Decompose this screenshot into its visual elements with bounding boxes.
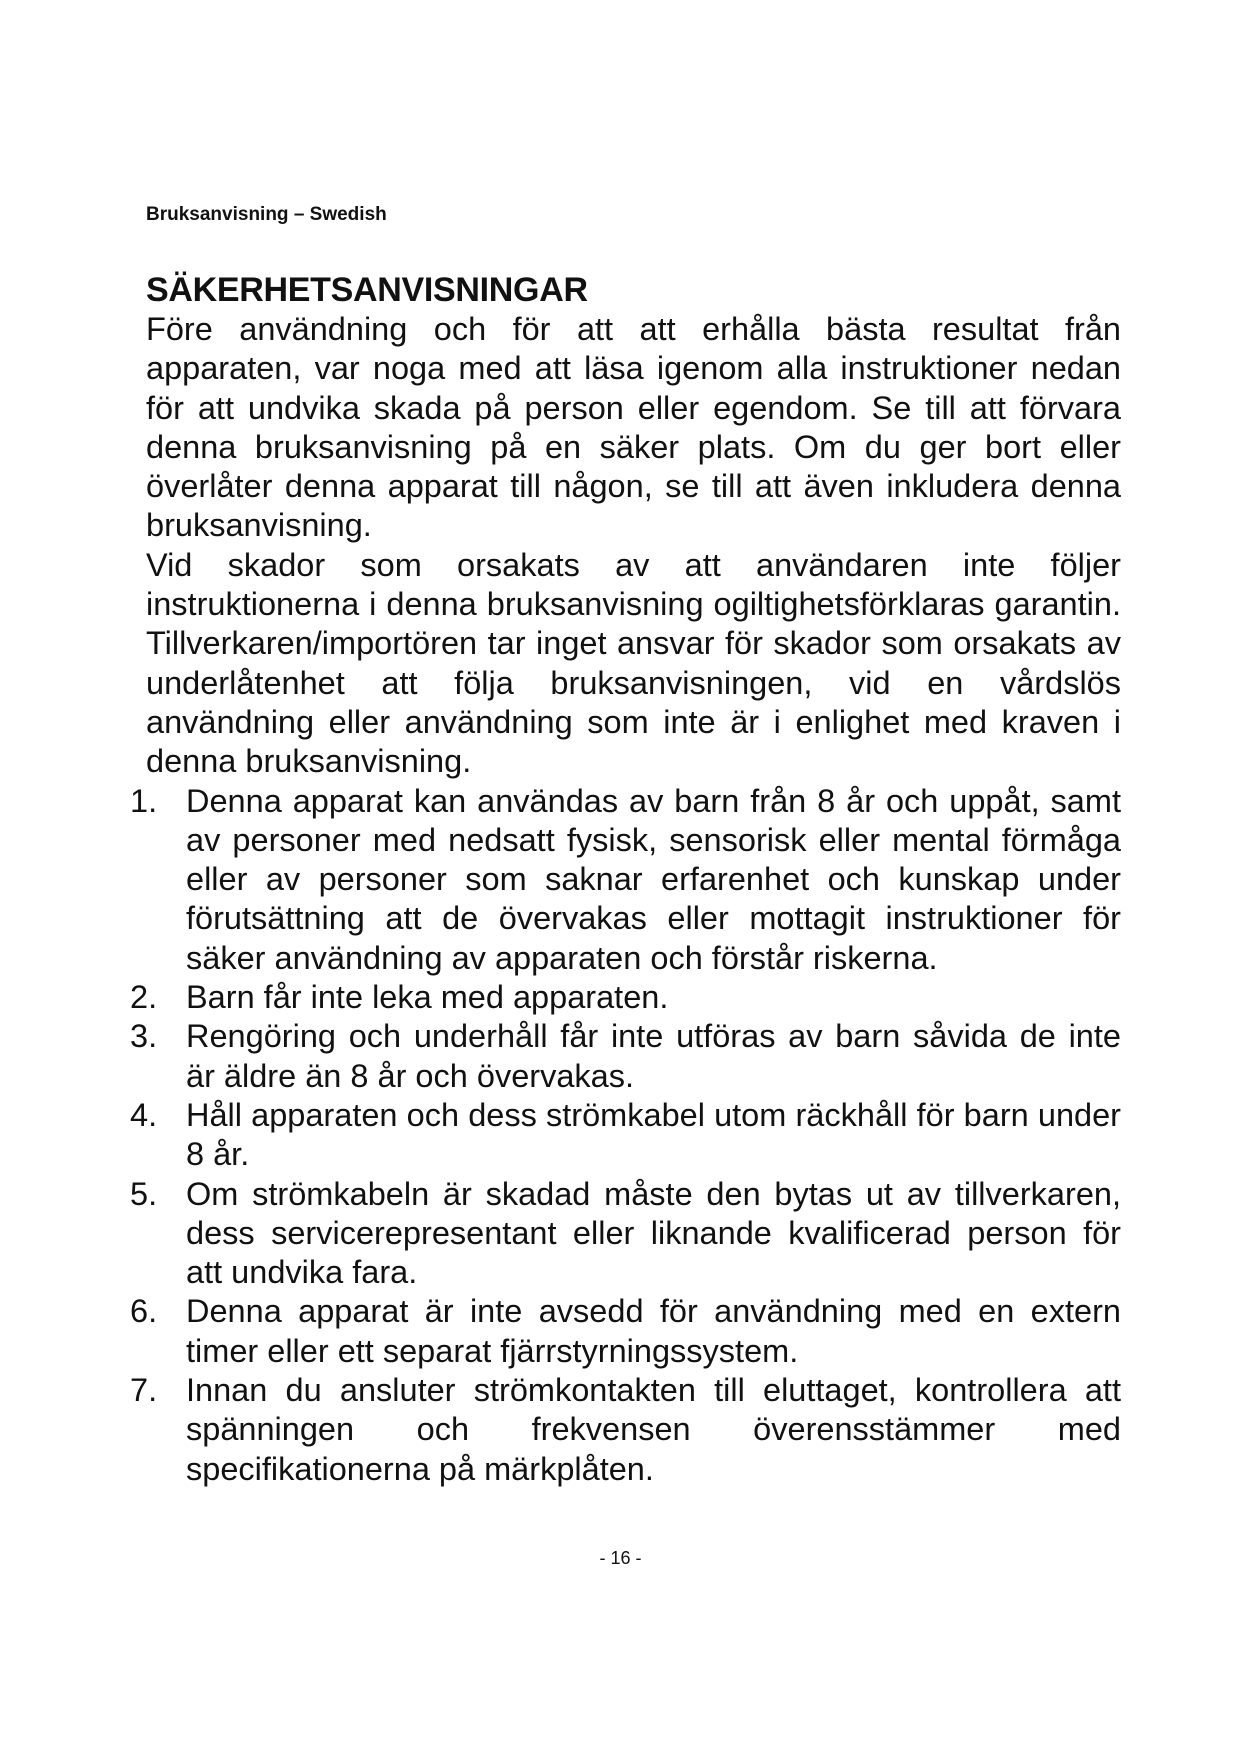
warranty-paragraph: Vid skador som orsakats av att användaren inte följer instruktionerna i denna bruksanvisning ogiltighetsförklaras garantin. Tillverkaren/importören tar inget ansvar för skador som orsakats av underlåtenhet att följa bruksanvisningen, vid en vårdslös användning eller användning som inte är i enlighet med kraven i denna bruksanvisning. [146, 546, 1121, 780]
list-item-number: 2. [130, 979, 158, 1016]
list-item-number: 3. [130, 1018, 158, 1055]
list-item-number: 5. [130, 1175, 158, 1212]
list-item-text: Denna apparat kan användas av barn från 8 år och uppåt, samt av personer med nedsatt fysisk, sensorisk eller mental förmåga eller av personer som saknar erfarenhet och kunskap under förutsättning att de övervakas eller mottagit instruktioner för säker användning av apparaten och förstår riskerna. [186, 782, 1121, 976]
list-item-text: Denna apparat är inte avsedd för användning med en extern timer eller ett separat fjärrstyrningssystem. [186, 1293, 1121, 1369]
list-item [130, 1096, 1121, 1175]
list-item-text: Rengöring och underhåll får inte utföras av barn såvida de inte är äldre än 8 år och övervakas. [186, 1018, 1121, 1094]
section-title: SÄKERHETSANVISNINGAR [146, 271, 588, 309]
list-item-text: Håll apparaten och dess strömkabel utom räckhåll för barn under 8 år. [186, 1096, 1121, 1173]
list-item [130, 1371, 1121, 1489]
list-item [130, 1292, 1121, 1371]
intro-paragraph: Före användning och för att att erhålla bästa resultat från apparaten, var noga med att läsa igenom alla instruktioner nedan för att undvika skada på person eller egendom. Se till att förvara denna bruksanvisning på en säker plats. Om du ger bort eller överlåter denna apparat till någon, se till att även inkludera denna bruksanvisning. [146, 311, 1121, 544]
list-item-text: Om strömkabeln är skadad måste den bytas ut av tillverkaren, dess servicerepresentant eller liknande kvalificerad person för att undvika fara. [186, 1175, 1121, 1291]
list-item [130, 978, 1121, 1017]
safety-list [130, 782, 1121, 1489]
document-header: Bruksanvisning – Swedish [146, 204, 387, 225]
page-number: - 16 - [599, 1548, 642, 1568]
list-item [130, 782, 1121, 978]
list-item-text: Barn får inte leka med apparaten. [186, 979, 669, 1016]
safety-section [130, 270, 1121, 1489]
list-item-number: 6. [130, 1293, 158, 1330]
list-item [130, 1175, 1121, 1293]
list-item [130, 1017, 1121, 1096]
list-item-text: Innan du ansluter strömkontakten till eluttaget, kontrollera att spänningen och frekvensen överensstämmer med specifikationerna på märkplåten. [186, 1372, 1121, 1487]
list-item-number: 4. [130, 1096, 158, 1133]
list-item-number: 7. [130, 1372, 158, 1409]
list-item-number: 1. [130, 782, 158, 819]
